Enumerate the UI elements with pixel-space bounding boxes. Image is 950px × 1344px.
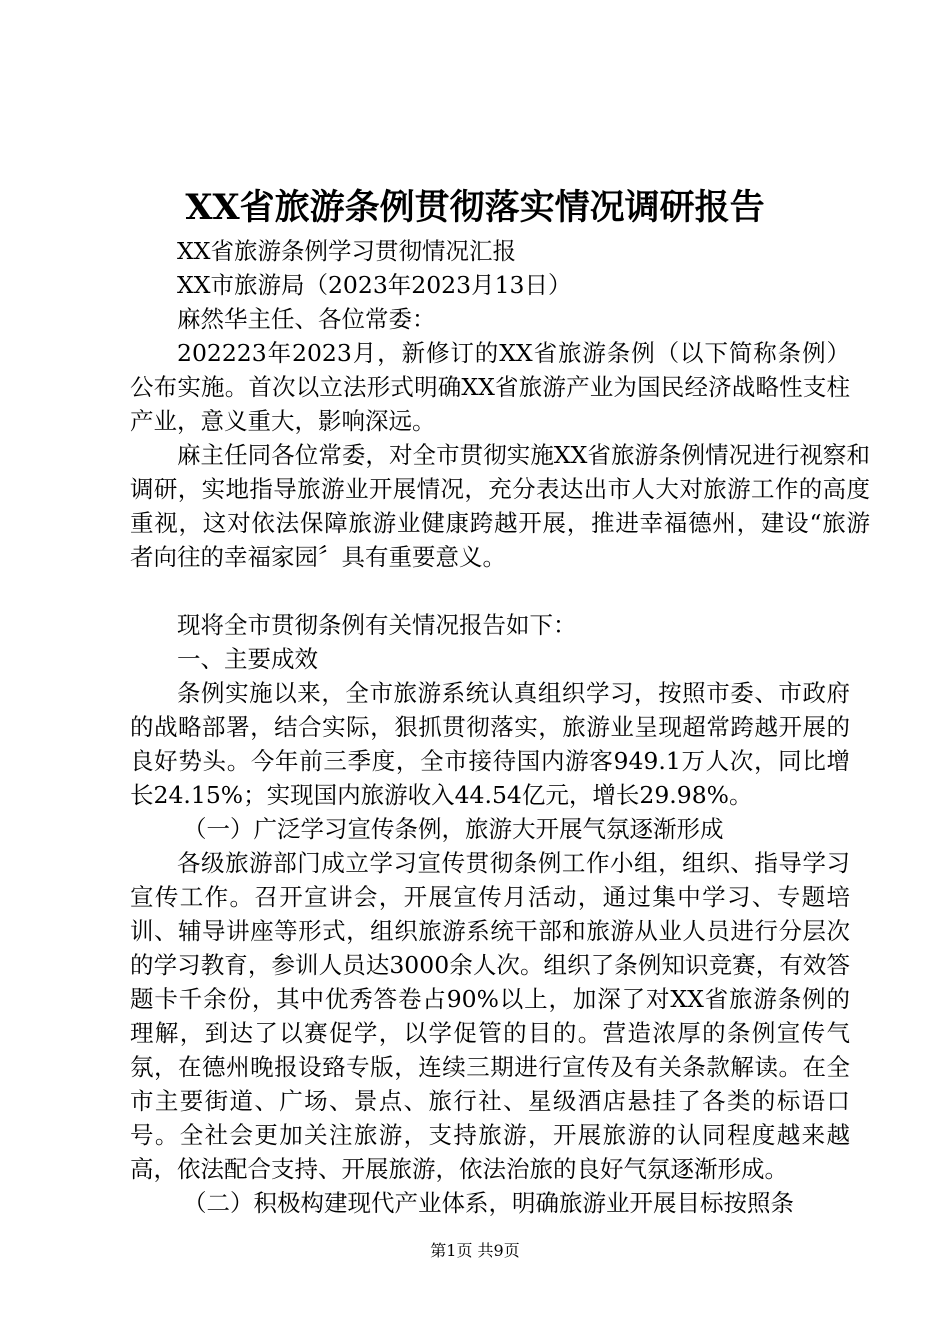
subsection-heading-1: （一）广泛学习宣传条例，旅游大开展气氛逐渐形成 — [183, 815, 724, 843]
paragraph-salutation: 麻然华主任、各位常委： — [177, 305, 436, 333]
page-footer: 第1页 共9页 — [430, 1241, 520, 1260]
paragraph-report-heading: XX省旅游条例学习贯彻情况汇报 — [177, 237, 516, 265]
paragraph-inspection: 麻主任同各位常委，对全市贯彻实施XX省旅游条例情况进行视察和调研，实地指导旅游业开展情况，充分表达出市人大对旅游工作的高度重视，这对依法保障旅游业健康跨越开展，推进幸福德州，建设“旅游者向往的幸福家园〞具有重要意义。 — [130, 441, 870, 571]
paragraph-intro: 202223年2023月，新修订的XX省旅游条例（以下简称条例）公布实施。首次以立法形式明确XX省旅游产业为国民经济战略性支柱产业，意义重大，影响深远。 — [130, 339, 850, 435]
paragraph-report-lead: 现将全市贯彻条例有关情况报告如下： — [177, 611, 577, 639]
blank-line — [130, 574, 850, 608]
document-title: XX省旅游条例贯彻落实情况调研报告 — [185, 187, 765, 228]
paragraph-results: 条例实施以来，全市旅游系统认真组织学习，按照市委、市政府的战略部署，结合实际，狠抓贯彻落实，旅游业呈现超常跨越开展的良好势头。今年前三季度，全市接待国内游客949.1万人次，同比增长24.15%；实现国内旅游收入44.54亿元，增长29.98%。 — [130, 679, 850, 809]
section-heading-main-results: 一、主要成效 — [177, 645, 318, 673]
document-body — [130, 234, 870, 1220]
paragraph-publicity: 各级旅游部门成立学习宣传贯彻条例工作小组，组织、指导学习宣传工作。召开宣讲会，开展宣传月活动，通过集中学习、专题培训、辅导讲座等形式，组织旅游系统干部和旅游从业人员进行分层次的学习教育，参训人员达3000余人次。组织了条例知识竞赛，有效答题卡千余份，其中优秀答卷占90%以上，加深了对XX省旅游条例的理解，到达了以赛促学，以学促管的目的。营造浓厚的条例宣传气氛，在德州晚报设臵专版，连续三期进行宣传及有关条款解读。在全市主要街道、广场、景点、旅行社、星级酒店悬挂了各类的标语口号。全社会更加关注旅游，支持旅游，开展旅游的认同程度越来越高，依法配合支持、开展旅游，依法治旅的良好气氛逐渐形成。 — [130, 849, 850, 1183]
subsection-heading-2: （二）积极构建现代产业体系，明确旅游业开展目标按照条 — [183, 1189, 794, 1217]
paragraph-issuer-date: XX市旅游局（2023年2023月13日） — [177, 271, 572, 299]
